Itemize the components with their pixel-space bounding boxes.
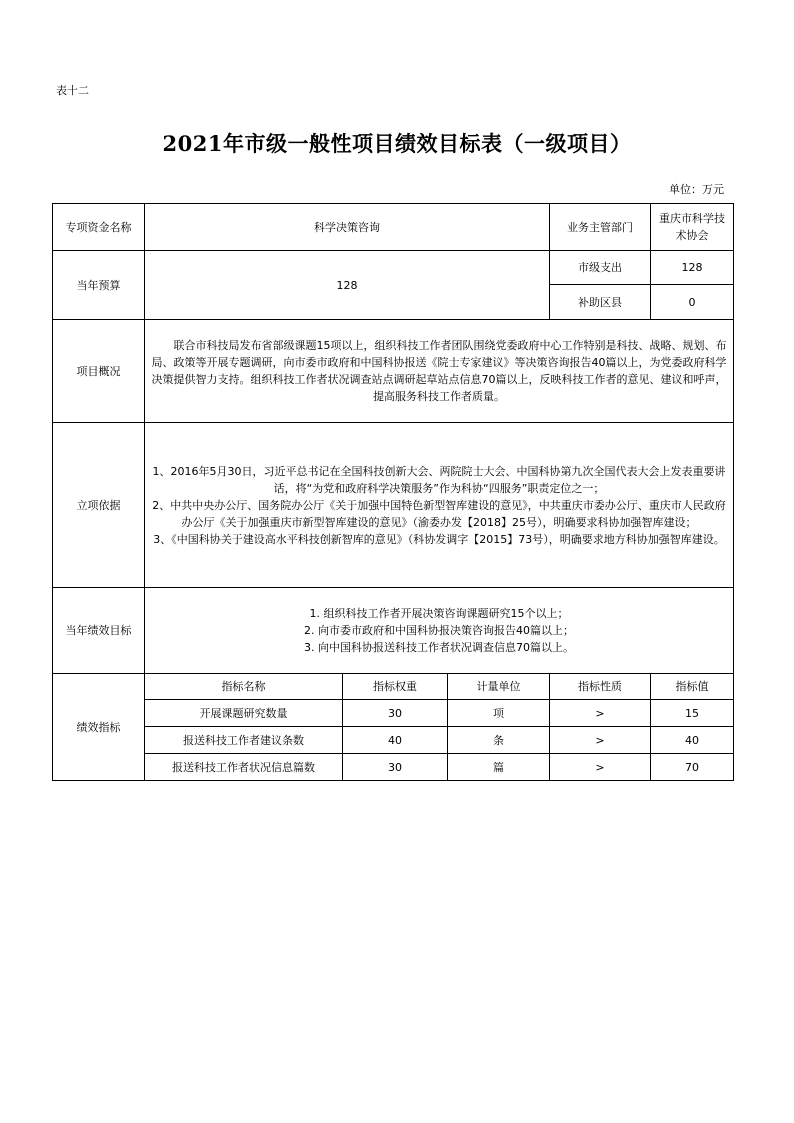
- indicators-label: 绩效指标: [53, 674, 145, 781]
- indicator-value: 70: [651, 754, 734, 781]
- indicator-unit: 篇: [448, 754, 550, 781]
- goal-item: 2. 向市委市政府和中国科协报决策咨询报告40篇以上；: [304, 624, 574, 637]
- indicator-name: 报送科技工作者状况信息篇数: [145, 754, 343, 781]
- goal-item: 3. 向中国科协报送科技工作者状况调查信息70篇以上。: [304, 641, 574, 654]
- subsidy-label: 补助区县: [550, 285, 651, 320]
- performance-goal-table: [52, 203, 734, 781]
- budget-label: 当年预算: [53, 251, 145, 320]
- indicator-unit: 项: [448, 700, 550, 727]
- dept-value: 重庆市科学技术协会: [651, 204, 734, 251]
- city-expense-label: 市级支出: [550, 251, 651, 285]
- indicator-header-weight: 指标权重: [343, 674, 448, 700]
- fund-name-row: [53, 204, 734, 251]
- indicator-weight: 40: [343, 727, 448, 754]
- overview-label: 项目概况: [53, 320, 145, 423]
- indicator-name: 开展课题研究数量: [145, 700, 343, 727]
- indicator-weight: 30: [343, 700, 448, 727]
- table-number: 表十二: [56, 84, 89, 97]
- table-row: [53, 727, 734, 754]
- budget-row-city: [53, 251, 734, 285]
- unit-label: 单位：万元: [669, 183, 724, 196]
- indicator-value: 15: [651, 700, 734, 727]
- page-title: 2021年市级一般性项目绩效目标表（一级项目）: [162, 131, 632, 156]
- goal-item: 1. 组织科技工作者开展决策咨询课题研究15个以上；: [309, 607, 569, 620]
- goals-row: [53, 588, 734, 674]
- indicator-header-name: 指标名称: [145, 674, 343, 700]
- indicator-weight: 30: [343, 754, 448, 781]
- city-expense-value: 128: [651, 251, 734, 285]
- basis-item: 2、中共中央办公厅、国务院办公厅《关于加强中国特色新型智库建设的意见》，中共重庆市委办公厅、重庆市人民政府办公厅《关于加强重庆市新型智库建设的意见》（渝委办发【2018】25号），明确要求科协加强智库建设；: [152, 498, 726, 529]
- indicator-header-value: 指标值: [651, 674, 734, 700]
- indicator-value: 40: [651, 727, 734, 754]
- indicator-header-nature: 指标性质: [550, 674, 651, 700]
- fund-name-value: 科学决策咨询: [145, 204, 550, 251]
- indicator-unit: 条: [448, 727, 550, 754]
- fund-name-label: 专项资金名称: [53, 204, 145, 251]
- indicator-nature: >: [550, 727, 651, 754]
- indicator-header-row: [53, 674, 734, 700]
- table-row: [53, 754, 734, 781]
- basis-label: 立项依据: [53, 423, 145, 588]
- overview-row: [53, 320, 734, 423]
- indicator-nature: >: [550, 754, 651, 781]
- dept-label: 业务主管部门: [550, 204, 651, 251]
- budget-total: 128: [145, 251, 550, 320]
- basis-item: 3、《中国科协关于建设高水平科技创新智库的意见》（科协发调字【2015】73号），明确要求地方科协加强智库建设。: [153, 532, 725, 546]
- goals-label: 当年绩效目标: [53, 588, 145, 674]
- indicator-name: 报送科技工作者建议条数: [145, 727, 343, 754]
- basis-item: 1、2016年5月30日，习近平总书记在全国科技创新大会、两院院士大会、中国科协第九次全国代表大会上发表重要讲话，将“为党和政府科学决策服务”作为科协“四服务”职责定位之一；: [152, 464, 726, 495]
- indicator-nature: >: [550, 700, 651, 727]
- overview-text: 联合市科技局发布省部级课题15项以上，组织科技工作者团队围绕党委政府中心工作特别是科技、战略、规划、布局、政策等开展专题调研，向市委市政府和中国科协报送《院士专家建议》等决策咨询报告40篇以上，为党委政府科学决策提供智力支持。组织科技工作者状况调查站点调研起草站点信息70篇以上，反映科技工作者的意见、建议和呼声，提高服务科技工作者质量。: [151, 339, 727, 403]
- subsidy-value: 0: [651, 285, 734, 320]
- indicator-header-unit: 计量单位: [448, 674, 550, 700]
- table-row: [53, 700, 734, 727]
- basis-row: [53, 423, 734, 588]
